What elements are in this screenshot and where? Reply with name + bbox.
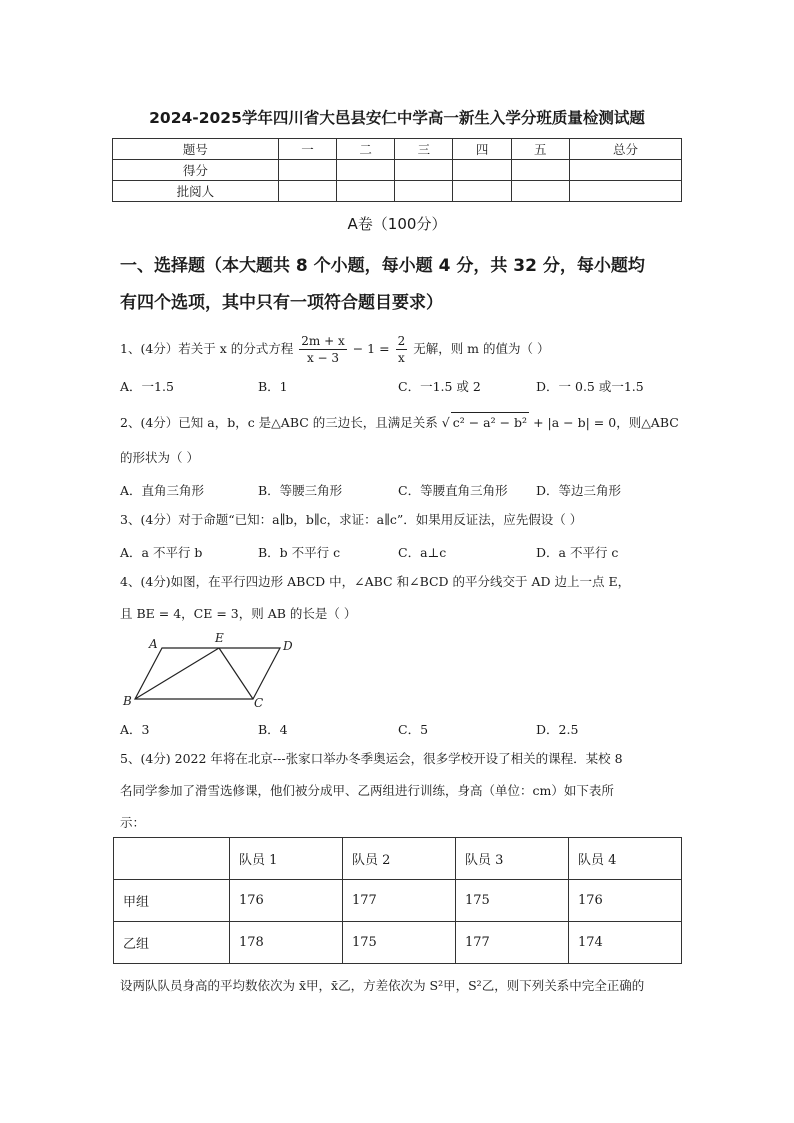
- score-table-header-row: [113, 139, 682, 160]
- question-2: [120, 412, 690, 433]
- question-5-line1: 5、(4分) 2022 年将在北京---张家口举办冬季奥运会，很多学校开设了相关的课程．某校 8: [120, 751, 623, 766]
- score-cell: [337, 160, 395, 181]
- score-header-cell: 五: [511, 139, 569, 160]
- score-cell: [278, 181, 336, 202]
- q1-mid: − 1 =: [352, 341, 390, 356]
- label-b: B: [123, 694, 132, 708]
- q1-fraction-2: [396, 333, 408, 366]
- label-d: D: [283, 639, 293, 653]
- q3-option-c[interactable]: C．a⊥c: [398, 545, 447, 560]
- score-cell: [511, 181, 569, 202]
- label-c: C: [254, 696, 264, 710]
- score-header-cell: 四: [453, 139, 511, 160]
- height-cell: 177: [456, 922, 569, 964]
- score-cell: [278, 160, 336, 181]
- sqrt-icon: √: [441, 415, 450, 430]
- score-table-row: [113, 160, 682, 181]
- q3-option-d[interactable]: D．a 不平行 c: [536, 545, 619, 560]
- q2-option-a[interactable]: A．直角三角形: [120, 483, 205, 498]
- score-row-label: 批阅人: [113, 181, 279, 202]
- q4-option-b[interactable]: B．4: [258, 722, 288, 737]
- exam-title: 2024-2025学年四川省大邑县安仁中学高一新生入学分班质量检测试题: [149, 109, 645, 127]
- height-cell: 176: [230, 880, 343, 922]
- q2-suffix: ，则△ABC: [616, 415, 679, 430]
- q2-line2: 的形状为（ ）: [120, 450, 199, 465]
- score-cell: [337, 181, 395, 202]
- score-cell: [395, 181, 453, 202]
- q1-frac1-numerator: 2m + x: [301, 334, 345, 348]
- q2-option-b[interactable]: B．等腰三角形: [258, 483, 343, 498]
- question-1: [120, 332, 690, 366]
- segment-be: [135, 648, 219, 699]
- score-header-cell: 二: [337, 139, 395, 160]
- question-3: 3、(4分）对于命题“已知：a∥b，b∥c，求证：a∥c”．如果用反证法，应先假设（ ）: [120, 512, 583, 527]
- table-row: [114, 880, 682, 922]
- score-cell: [569, 160, 681, 181]
- height-cell: 174: [569, 922, 682, 964]
- group-label: 乙组: [114, 922, 230, 964]
- question-4-line1: 4、(4分)如图，在平行四边形 ABCD 中，∠ABC 和∠BCD 的平分线交于 AD 边上一点 E，: [120, 574, 631, 589]
- q1-option-a[interactable]: A．一1.5: [120, 379, 174, 394]
- height-header-cell: [114, 838, 230, 880]
- score-header-cell: 三: [395, 139, 453, 160]
- q1-option-b[interactable]: B．1: [258, 379, 288, 394]
- label-a: A: [149, 637, 158, 651]
- height-cell: 177: [343, 880, 456, 922]
- height-header-cell: 队员 2: [343, 838, 456, 880]
- question-5-line3: 示：: [120, 815, 146, 830]
- score-cell: [569, 181, 681, 202]
- height-cell: 178: [230, 922, 343, 964]
- height-header-cell: 队员 4: [569, 838, 682, 880]
- score-cell: [453, 181, 511, 202]
- parallelogram-figure: [118, 630, 308, 710]
- score-row-label: 得分: [113, 160, 279, 181]
- height-cell: 175: [456, 880, 569, 922]
- q1-fraction-1: [299, 333, 346, 366]
- segment-ec: [219, 648, 253, 699]
- part1-heading-line1: 一、选择题（本大题共 8 个小题，每小题 4 分，共 32 分，每小题均: [120, 256, 645, 276]
- part1-heading-line2: 有四个选项，其中只有一项符合题目要求）: [120, 293, 443, 313]
- q1-frac2-denominator: x: [397, 351, 405, 365]
- q3-option-b[interactable]: B．b 不平行 c: [258, 545, 341, 560]
- score-cell: [511, 160, 569, 181]
- q2-option-d[interactable]: D．等边三角形: [536, 483, 622, 498]
- q1-option-c[interactable]: C．一1.5 或 2: [398, 379, 481, 394]
- q2-option-c[interactable]: C．等腰直角三角形: [398, 483, 508, 498]
- height-table: [113, 837, 682, 964]
- table-row: [114, 922, 682, 964]
- q1-suffix: 无解，则 m 的值为（ ）: [413, 341, 550, 356]
- q1-prefix: 1、(4分）若关于 x 的分式方程: [120, 341, 294, 356]
- q1-option-d[interactable]: D．一 0.5 或一1.5: [536, 379, 644, 394]
- q2-radicand: c² − a² − b²: [451, 412, 529, 433]
- q2-formula-tail: + |a − b| = 0: [533, 415, 617, 430]
- q3-option-a[interactable]: A．a 不平行 b: [120, 545, 203, 560]
- q4-option-d[interactable]: D．2.5: [536, 722, 579, 737]
- height-header-cell: 队员 3: [456, 838, 569, 880]
- height-cell: 176: [569, 880, 682, 922]
- score-header-cell: 一: [278, 139, 336, 160]
- section-a-title: A卷（100分）: [347, 215, 447, 233]
- question-5-line2: 名同学参加了滑雪选修课，他们被分成甲、乙两组进行训练，身高（单位：cm）如下表所: [120, 783, 614, 798]
- score-cell: [453, 160, 511, 181]
- label-e: E: [215, 631, 224, 645]
- height-header-cell: 队员 1: [230, 838, 343, 880]
- q2-prefix: 2、(4分）已知 a，b，c 是△ABC 的三边长，且满足关系: [120, 415, 438, 430]
- score-table-row: [113, 181, 682, 202]
- group-label: 甲组: [114, 880, 230, 922]
- q4-option-c[interactable]: C．5: [398, 722, 429, 737]
- height-table-header-row: [114, 838, 682, 880]
- score-cell: [395, 160, 453, 181]
- score-table: [112, 138, 682, 202]
- q1-frac2-numerator: 2: [397, 334, 406, 348]
- height-cell: 175: [343, 922, 456, 964]
- question-5-continuation: 设两队队员身高的平均数依次为 x̄甲，x̄乙，方差依次为 S²甲，S²乙，则下列关系中完全正确的: [120, 978, 645, 993]
- question-4-line2: 且 BE = 4，CE = 3，则 AB 的长是（ ）: [120, 606, 357, 621]
- q1-frac1-denominator: x − 3: [306, 351, 340, 365]
- q4-option-a[interactable]: A．3: [120, 722, 150, 737]
- score-header-cell: 总分: [569, 139, 681, 160]
- score-header-cell: 题号: [113, 139, 279, 160]
